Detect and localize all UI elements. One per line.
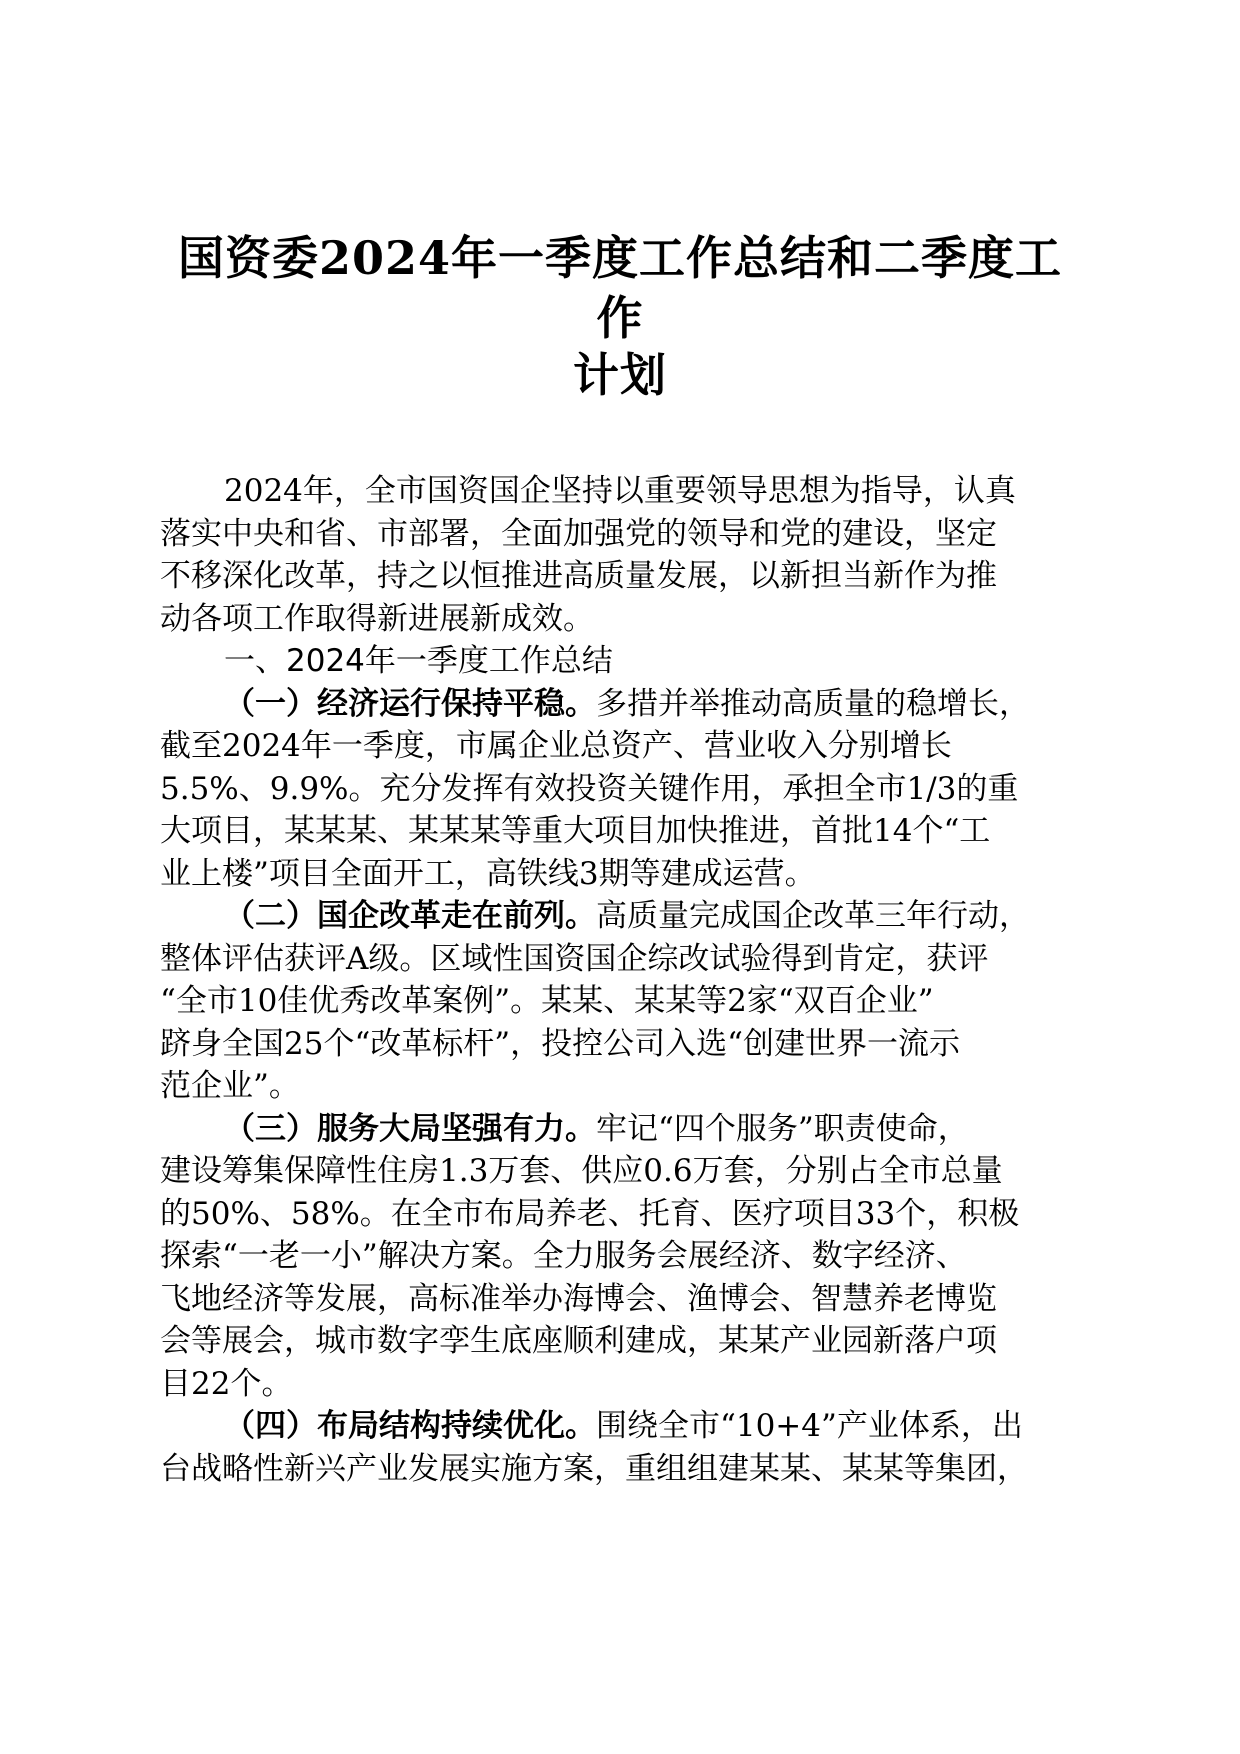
item-lead: （四）布局结构持续优化。 — [224, 1408, 596, 1444]
section-heading: 一、2024年一季度工作总结 — [224, 643, 613, 679]
item-line: 的50%、58%。在全市布局养老、托育、医疗项目33个，积极 — [160, 1195, 1020, 1232]
item-line: 目22个。 — [160, 1365, 293, 1402]
item-line: 范企业”。 — [160, 1068, 300, 1104]
item-lead: （一）经济运行保持平稳。 — [224, 685, 596, 722]
item-text: 牢记“四个服务”职责使命， — [596, 1110, 969, 1147]
item-paragraph-4 — [160, 1405, 1080, 1490]
item-paragraph-2 — [160, 895, 1080, 1108]
item-text: 高质量完成国企改革三年行动， — [596, 898, 1030, 934]
item-line: 大项目，某某某、某某某等重大项目加快推进，首批14个“工 — [160, 813, 991, 849]
document-body — [160, 470, 1080, 1490]
intro-paragraph — [160, 470, 1080, 640]
item-line: 整体评估获评A级。区域性国资国企综改试验得到肯定，获评 — [160, 940, 989, 977]
item-paragraph-1 — [160, 683, 1080, 896]
intro-line: 动各项工作取得新进展新成效。 — [160, 600, 594, 637]
item-line: 业上楼”项目全面开工，高铁线3期等建成运营。 — [160, 855, 816, 892]
item-line: “全市10佳优秀改革案例”。某某、某某等2家“双百企业” — [160, 983, 934, 1019]
item-line: 截至2024年一季度，市属企业总资产、营业收入分别增长 — [160, 728, 952, 764]
item-text: 围绕全市“10+4”产业体系，出 — [596, 1408, 1023, 1444]
document-title-line-1: 国资委2024年一季度工作总结和二季度工作 — [177, 231, 1063, 345]
item-line: 5.5%、9.9%。充分发挥有效投资关键作用，承担全市1/3的重 — [160, 770, 1019, 807]
intro-line: 2024年，全市国资国企坚持以重要领导思想为指导，认真 — [224, 473, 1016, 509]
intro-line: 不移深化改革，持之以恒推进高质量发展，以新担当新作为推 — [160, 558, 997, 594]
intro-line: 落实中央和省、市部署，全面加强党的领导和党的建设，坚定 — [160, 515, 997, 552]
item-lead: （三）服务大局坚强有力。 — [224, 1110, 596, 1147]
item-lead: （二）国企改革走在前列。 — [224, 898, 596, 934]
document-title-line-2: 计划 — [573, 348, 667, 402]
item-text: 多措并举推动高质量的稳增长， — [596, 685, 1030, 722]
item-paragraph-3 — [160, 1108, 1080, 1406]
item-line: 跻身全国25个“改革标杆”，投控公司入选“创建世界一流示 — [160, 1025, 960, 1062]
item-line: 台战略性新兴产业发展实施方案，重组组建某某、某某等集团， — [160, 1450, 1028, 1487]
item-line: 飞地经济等发展，高标准举办海博会、渔博会、智慧养老博览 — [160, 1280, 997, 1317]
item-line: 会等展会，城市数字孪生底座顺利建成，某某产业园新落户项 — [160, 1323, 997, 1359]
item-line: 探索“一老一小”解决方案。全力服务会展经济、数字经济、 — [160, 1238, 967, 1274]
item-line: 建设筹集保障性住房1.3万套、供应0.6万套，分别占全市总量 — [160, 1153, 1003, 1189]
